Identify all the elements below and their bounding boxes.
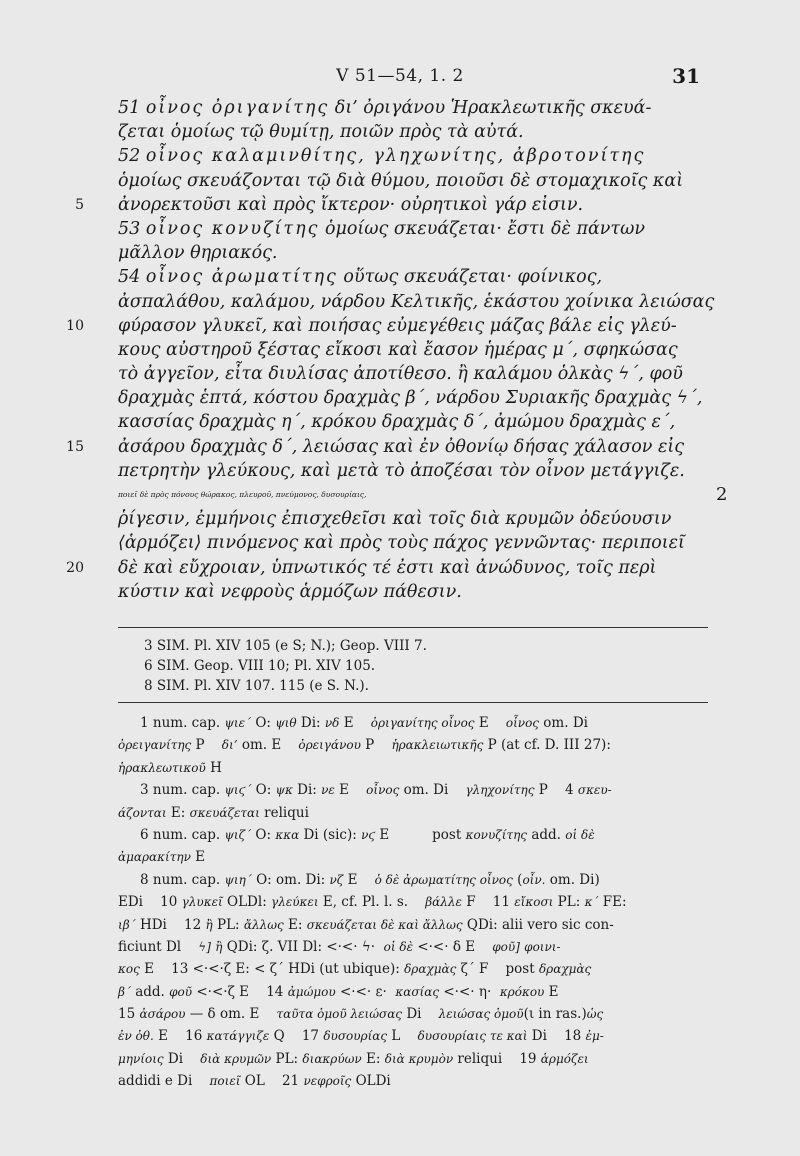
testimonium-line: 6 SIM. Geop. VIII 10; Pl. XIV 105.	[144, 658, 376, 674]
apparatus-text: PL:	[212, 916, 244, 933]
testimonium-line: 8 SIM. Pl. XIV 107. 115 (e S. N.).	[144, 678, 369, 694]
apparatus-text: O:	[251, 715, 276, 731]
apparatus-text: Di (sic):	[299, 826, 362, 843]
text-span: ⟨ἁρμόζει⟩ πινόμενος καὶ πρὸς τοὺς πάχος γεννῶντας· περιποιεῖ	[118, 533, 685, 554]
apparatus-line	[118, 1025, 708, 1047]
text-span: φύρασον γλυκεῖ, καὶ ποιήσας εὐμεγέθεις μάζας βάλε εἰς γλεύ-	[118, 315, 677, 336]
text-span: οὕτως σκευάζεται· φοίνικος,	[337, 267, 603, 288]
greek-reading: γληχονίτης	[465, 783, 535, 798]
wine-name: οἶνος καλαμινθίτης, γληχωνίτης, ἀβροτονίτης	[145, 146, 646, 167]
apparatus-text: E	[544, 983, 559, 1000]
apparatus-line	[118, 1003, 708, 1025]
text-span: ἀσπαλάθου, καλάμου, νάρδου Κελτικῆς, ἑκάστου χοίνικα λειώσας	[118, 291, 715, 312]
text-span: 52	[118, 146, 146, 167]
testimonia-divider	[118, 627, 708, 628]
greek-reading: ιβ΄	[118, 917, 136, 932]
apparatus-text: E	[474, 715, 506, 731]
apparatus-text: <·<·ζ E 14	[192, 983, 288, 1000]
apparatus-line	[118, 779, 708, 801]
apparatus-line	[118, 936, 708, 958]
greek-reading: ταῦτα ὁμοῦ λειώσας	[276, 1007, 403, 1022]
text-span: ὁμοίως σκευάζεται· ἔστι δὲ πάντων	[319, 218, 646, 239]
apparatus-text: add.	[527, 826, 566, 843]
greek-reading: νζ	[329, 872, 344, 887]
greek-reading: ὀρειγάνου	[298, 738, 361, 753]
text-line	[118, 507, 710, 531]
text-line	[118, 241, 710, 265]
text-span: κύστιν καὶ νεφροὺς ἁρμόζων πάθεσιν.	[118, 581, 462, 602]
apparatus-text: reliqui 19	[453, 1050, 541, 1067]
apparatus-text: E:	[166, 804, 190, 821]
text-span: κασσίας δραχμὰς η΄, κρόκου δραχμὰς δ΄, ἀμώμου δραχμὰς ε΄,	[118, 412, 676, 433]
text-line	[118, 96, 710, 120]
greek-reading: διὰ κρυμῶν	[200, 1051, 272, 1066]
greek-reading: ὀρειγανίτης	[118, 738, 192, 753]
line-number: 15	[66, 438, 84, 455]
greek-reading: κονυζίτης	[465, 827, 528, 842]
apparatus-line	[118, 802, 708, 824]
text-span: ἀνορεκτοῦσι καὶ πρὸς ἴκτερον· οὐρητικοὶ γάρ εἰσιν.	[118, 194, 584, 215]
greek-reading: δυσουρίας	[323, 1029, 388, 1044]
apparatus-line	[118, 958, 708, 980]
apparatus-text: Di	[402, 1006, 439, 1023]
apparatus-line	[118, 1070, 708, 1092]
apparatus-text: L	[387, 1028, 418, 1045]
apparatus-text: ζ΄ F post	[456, 961, 539, 978]
apparatus-text: E:	[283, 916, 307, 933]
text-line	[118, 338, 710, 362]
greek-reading: ἢ	[205, 917, 213, 932]
apparatus-text: E	[343, 871, 375, 888]
apparatus-text: OLDl:	[222, 894, 272, 911]
apparatus-line	[118, 734, 708, 756]
apparatus-text: om. E	[237, 737, 299, 754]
apparatus-text: QDi: alii vero sic con-	[462, 916, 614, 933]
text-span: ἀσάρου δραχμὰς δ΄, λειώσας καὶ ἐν ὀθονίῳ δήσας χάλασον εἰς	[118, 436, 685, 457]
apparatus-text: <·<· η·	[439, 983, 500, 1000]
apparatus-text: addidi e Di	[118, 1073, 210, 1090]
greek-reading: ψκ	[275, 783, 293, 798]
greek-reading: ϟ]	[198, 939, 211, 954]
greek-reading: ποιεῖ	[209, 1074, 241, 1089]
greek-reading: εἴκοσι	[514, 895, 554, 910]
text-span: δὲ καὶ εὔχροιαν, ὑπνωτικός τέ ἐστι καὶ ἀνώδυνος, τοῖς περὶ	[118, 557, 657, 578]
text-line	[118, 483, 728, 507]
greek-reading: ἡρακλειωτικῆς	[391, 738, 484, 753]
apparatus-text: Di 18	[527, 1028, 586, 1045]
text-line	[118, 290, 715, 314]
greek-reading: ψιϛ΄	[224, 783, 252, 798]
greek-reading: ὁ δὲ ἀρωματίτης οἶνος	[374, 872, 513, 887]
greek-reading: ψιη΄	[224, 872, 252, 887]
apparatus-text: H	[205, 759, 222, 776]
greek-reading: κ΄	[584, 895, 599, 910]
text-line	[66, 556, 710, 580]
greek-reading: δι’	[221, 738, 238, 753]
apparatus-text: E 16	[153, 1028, 207, 1045]
text-span: 53	[118, 218, 146, 239]
greek-reading: νδ	[324, 716, 340, 730]
greek-reading: φοινι-	[524, 939, 561, 954]
greek-reading: ἀμαρακίτην	[118, 850, 191, 865]
apparatus-text: Q 17	[269, 1028, 324, 1045]
apparatus-text: E 13 <·<·ζ E: < ζ΄ HDi (ut ubique):	[139, 961, 405, 978]
greek-reading: οἶνος	[505, 716, 540, 730]
greek-reading: φοῦ	[169, 984, 193, 999]
greek-reading: σκευ-	[577, 783, 612, 798]
apparatus-line	[118, 869, 708, 891]
greek-reading: ἁρμόζει	[540, 1051, 589, 1066]
text-line	[118, 217, 710, 241]
apparatus-text: O:	[251, 826, 276, 843]
apparatus-line	[118, 891, 708, 913]
greek-reading: διακρύων	[302, 1051, 362, 1066]
text-span: ποιεῖ δὲ πρὸς πόνους θώρακος, πλευροῦ, πνεύμονος, δυσουρίαις,	[118, 490, 367, 499]
apparatus-text: <·<· ε·	[335, 983, 396, 1000]
apparatus-text: E	[190, 849, 206, 866]
text-span: ὁμοίως σκευάζονται τῷ διὰ θύμου, ποιοῦσι δὲ στομαχικοῖς καὶ	[118, 170, 684, 191]
greek-reading: οἱ δὲ	[565, 827, 595, 842]
apparatus-text: PL:	[271, 1050, 303, 1067]
apparatus-text: 6 num. cap.	[140, 826, 225, 843]
apparatus-line	[118, 981, 708, 1003]
greek-reading: ἀμώμου	[287, 984, 336, 999]
apparatus-text: OL 21	[240, 1073, 304, 1090]
greek-reading: ἀσάρου	[139, 1007, 186, 1022]
apparatus-line	[118, 1048, 708, 1070]
wine-name: οἶνος κονυζίτης	[145, 218, 320, 239]
text-line	[118, 265, 710, 289]
greek-reading: νϛ	[361, 827, 376, 842]
line-number: 5	[75, 196, 84, 213]
greek-reading: μηνίοις	[118, 1051, 164, 1066]
text-line	[118, 459, 710, 483]
apparatus-text: om. Di	[399, 782, 466, 799]
greek-reading: δραχμὰς	[404, 962, 457, 977]
apparatus-text: ficiunt Dl	[118, 938, 199, 955]
apparatus-text: (ι in ras.)	[523, 1006, 587, 1023]
apparatus-text: HDi 12	[135, 916, 206, 933]
apparatus-text: om. Di)	[545, 871, 600, 888]
apparatus-line	[118, 757, 708, 779]
greek-reading: ἐμ-	[585, 1029, 604, 1044]
greek-reading: ὡς	[586, 1007, 604, 1022]
greek-reading: οἶν.	[522, 872, 546, 887]
main-text	[66, 96, 728, 604]
text-span: τὸ ἀγγεῖον, εἶτα διυλίσας ἀποτίθεσο. ἢ καλάμου ὁλκὰς ϟ΄, φοῦ	[118, 364, 683, 385]
greek-reading: ἡρακλεωτικοῦ	[118, 760, 206, 775]
apparatus-text: Di:	[292, 782, 322, 799]
greek-reading: άζονται	[118, 805, 167, 820]
apparatus-text: E post	[375, 826, 466, 843]
greek-reading: κρόκου	[499, 984, 545, 999]
critical-apparatus	[118, 712, 708, 1093]
apparatus-text: 3 num. cap.	[140, 782, 225, 799]
text-span: 54	[118, 267, 146, 288]
text-line	[118, 144, 710, 168]
text-line	[66, 314, 710, 338]
page-number: 31	[672, 64, 700, 88]
apparatus-text: E	[334, 782, 367, 799]
apparatus-text: P (at cf. D. III 27):	[483, 737, 611, 754]
text-span: κους αὐστηροῦ ξέστας εἴκοσι καὶ ἔασον ἡμέρας μ΄, σφηκώσας	[118, 339, 678, 360]
apparatus-text: E	[339, 715, 371, 731]
text-span: ζεται ὁμοίως τῷ θυμίτῃ, ποιῶν πρὸς τὰ αὐτά.	[118, 122, 524, 143]
text-span: δι’ ὀριγάνου Ἡρακλεωτικῆς σκευά-	[329, 98, 652, 118]
greek-reading: κασίας	[395, 984, 440, 999]
apparatus-text: P	[191, 737, 222, 754]
margin-mark: 2	[716, 484, 728, 505]
apparatus-text: reliqui	[259, 804, 309, 821]
text-span: δραχμὰς ἑπτά, κόστου δραχμὰς β΄, νάρδου Συριακῆς δραχμὰς ϟ΄,	[118, 388, 703, 409]
greek-reading: νεφροῖς	[303, 1074, 352, 1089]
apparatus-text: E:	[361, 1050, 385, 1067]
apparatus-text: Di:	[296, 715, 325, 731]
apparatus-text: P	[360, 737, 392, 754]
greek-reading: δυσουρίαις τε καὶ	[417, 1029, 528, 1044]
greek-reading: οἱ δὲ	[383, 939, 414, 954]
apparatus-text: O:	[251, 782, 276, 799]
apparatus-text: Di	[163, 1050, 201, 1067]
text-line	[66, 435, 710, 459]
apparatus-text: — δ om. E	[185, 1006, 277, 1023]
text-line	[118, 531, 710, 555]
text-span: μᾶλλον θηριακός.	[118, 243, 278, 264]
testimonium-line: 3 SIM. Pl. XIV 105 (e S; N.); Geop. VIII 7.	[144, 638, 427, 654]
greek-reading: ἢ	[215, 939, 223, 954]
apparatus-text: E, cf. Pl. l. s.	[318, 894, 426, 911]
text-line	[118, 120, 710, 144]
greek-reading: οἶνος	[366, 783, 400, 798]
apparatus-text: om. Di	[539, 715, 588, 731]
line-number: 20	[66, 559, 84, 576]
wine-name: οἶνος ἀρωματίτης	[145, 267, 338, 288]
apparatus-text: (	[512, 871, 523, 888]
apparatus-text: O: om. Di:	[251, 871, 330, 888]
text-span: 51	[118, 98, 146, 118]
apparatus-text: PL:	[553, 894, 585, 911]
greek-reading: κατάγγιζε	[206, 1029, 270, 1044]
greek-reading: ὀριγανίτης οἶνος	[370, 716, 475, 730]
greek-reading: βάλλε	[425, 895, 462, 910]
text-line	[118, 169, 710, 193]
running-title: V 51—54, 1. 2	[336, 66, 464, 86]
greek-reading: β΄	[118, 984, 131, 999]
apparatus-text: P 4	[534, 782, 578, 799]
testimonia	[118, 636, 708, 696]
greek-reading: σκευάζεται	[189, 805, 260, 820]
apparatus-text: 1 num. cap.	[140, 715, 225, 731]
greek-reading: λειώσας ὁμοῦ	[438, 1007, 524, 1022]
greek-reading: νε	[321, 783, 335, 798]
wine-name: οἶνος ὀριγανίτης	[145, 98, 330, 118]
greek-reading: γλυκεῖ	[181, 895, 223, 910]
apparatus-text: 15	[118, 1006, 140, 1023]
text-span: ῥίγεσιν, ἐμμήνοις ἐπισχεθεῖσι καὶ τοῖς διὰ κρυμῶν ὀδεύουσιν	[118, 509, 672, 530]
apparatus-line	[118, 712, 708, 734]
apparatus-text: <·<· δ E	[413, 938, 493, 955]
greek-reading: φοῦ]	[492, 939, 520, 954]
apparatus-line	[118, 914, 708, 936]
apparatus-line	[118, 824, 708, 846]
greek-reading: κκα	[275, 827, 300, 842]
apparatus-text: F 11	[461, 894, 515, 911]
greek-reading: ψιζ΄	[224, 827, 252, 842]
text-span: πετρητὴν γλεύκους, καὶ μετὰ τὸ ἀποζέσαι τὸν οἶνον μετάγγιζε.	[118, 460, 685, 481]
greek-reading: κος	[118, 962, 140, 977]
greek-reading: ψιε΄	[224, 716, 252, 730]
apparatus-text: FE:	[598, 894, 627, 911]
greek-reading: διὰ κρυμὸν	[384, 1051, 454, 1066]
text-line	[75, 193, 710, 217]
apparatus-text: OLDi	[351, 1073, 391, 1090]
greek-reading: δραχμὰς	[538, 962, 592, 977]
apparatus-line	[118, 846, 708, 868]
apparatus-text: QDi: ζ. VII Dl: <·<· ϟ·	[222, 938, 384, 955]
text-line	[118, 362, 710, 386]
greek-reading: γλεύκει	[271, 895, 319, 910]
greek-reading: ἄλλως	[243, 917, 284, 932]
greek-reading: σκευάζεται δὲ καὶ ἄλλως	[306, 917, 463, 932]
line-number: 10	[66, 317, 84, 334]
apparatus-text: add.	[130, 983, 170, 1000]
text-line	[118, 580, 710, 604]
apparatus-text: EDi 10	[118, 894, 182, 911]
apparatus-divider	[118, 702, 708, 703]
text-line	[118, 410, 710, 434]
text-line	[118, 386, 710, 410]
apparatus-text: 8 num. cap.	[140, 871, 225, 888]
greek-reading: ἐν ὀθ.	[118, 1029, 154, 1044]
greek-reading: ψιθ	[275, 716, 297, 730]
